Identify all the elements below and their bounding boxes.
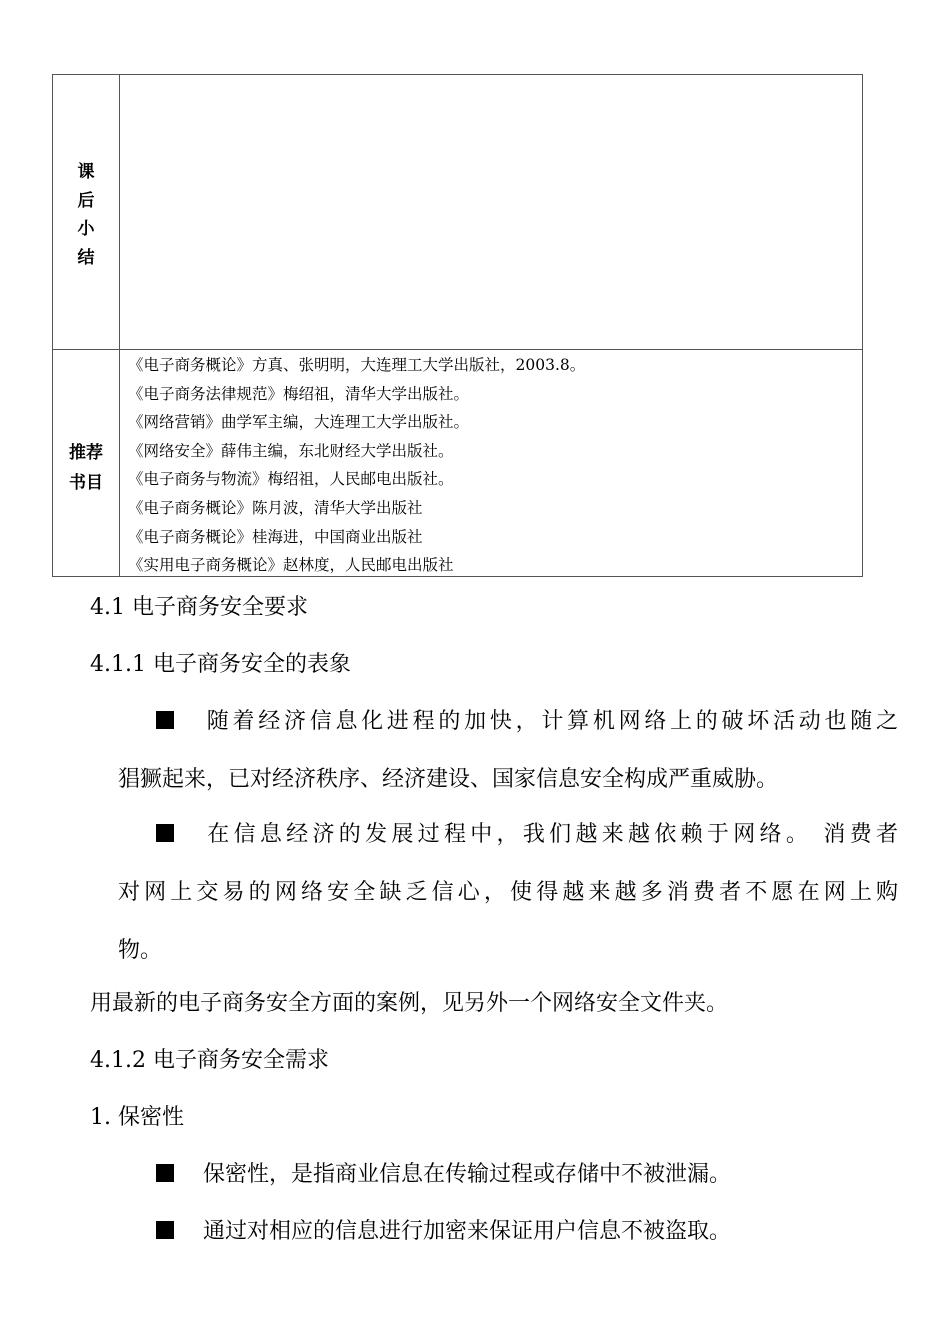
bullet-paragraph: 在信息经济的发展过程中，我们越来越依赖于网络。 消费者 对网上交易的网络安全缺乏信心，使得越来越多消费者不愿在网上购 物。 [118,822,898,963]
list-item: 《网络安全》薛伟主编，东北财经大学出版社。 [128,441,454,460]
numbered-heading: 1. 保密性 [90,1105,184,1130]
lesson-table [52,74,863,577]
table-row-divider [53,349,862,350]
square-bullet-icon [156,1221,174,1239]
bullet-paragraph: 通过对相应的信息进行加密来保证用户信息不被盗取。 [118,1203,898,1261]
note-paragraph: 用最新的电子商务安全方面的案例，见另外一个网络安全文件夹。 [90,991,729,1016]
bullet-paragraph: 保密性，是指商业信息在传输过程或存储中不被泄漏。 [118,1146,898,1204]
recommended-books-label: 推荐 书目 [69,443,103,493]
list-item: 《实用电子商务概论》赵林度，人民邮电出版社 [128,556,454,575]
bullet-paragraph: 随着经济信息化进程的加快，计算机网络上的破坏活动也随之 猖獗起来，已对经济秩序、经济建设、国家信息安全构成严重威胁。 [118,709,898,792]
book-list [128,351,585,580]
square-bullet-icon [156,824,174,842]
square-bullet-icon [156,711,174,729]
table-column-divider [119,75,120,576]
list-item: 《电子商务法律规范》梅绍祖，清华大学出版社。 [128,384,470,403]
square-bullet-icon [156,1164,174,1182]
list-item: 《电子商务概论》桂海进，中国商业出版社 [128,527,423,546]
list-item: 《电子商务概论》方真、张明明，大连理工大学出版社，2003.8。 [128,356,586,374]
subsection-heading: 4.1.2 电子商务安全需求 [90,1048,329,1073]
list-item: 《电子商务与物流》梅绍祖，人民邮电出版社。 [128,470,454,489]
section-heading: 4.1 电子商务安全要求 [90,595,308,620]
list-item: 《电子商务概论》陈月波，清华大学出版社 [128,498,423,517]
list-item: 《网络营销》曲学军主编，大连理工大学出版社。 [128,413,470,432]
subsection-heading: 4.1.1 电子商务安全的表象 [90,652,351,677]
summary-label: 课 后 小 结 [77,162,95,268]
